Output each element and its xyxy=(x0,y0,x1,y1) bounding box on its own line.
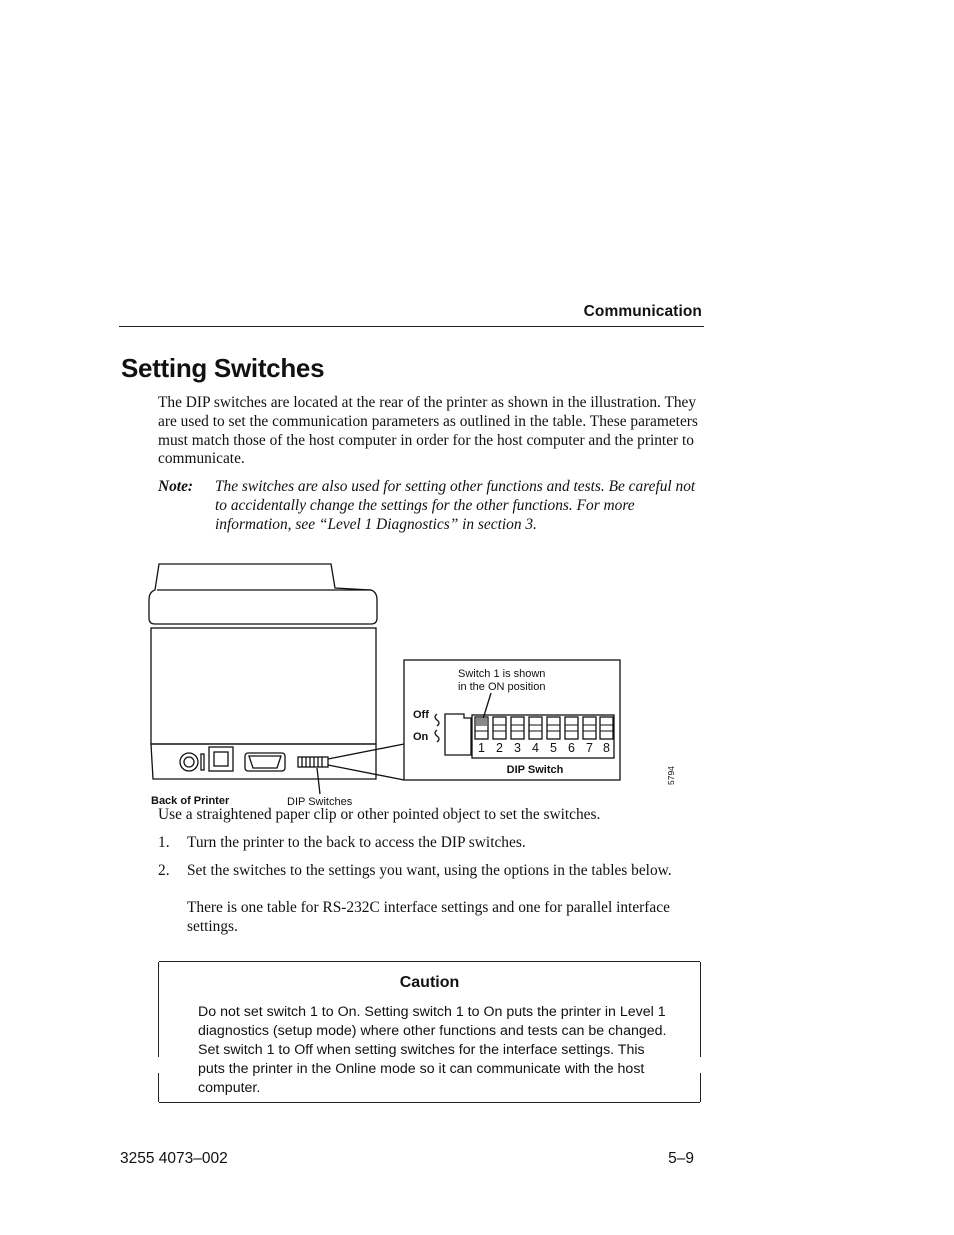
note-text: The switches are also used for setting other functions and tests. Be careful not to accidentally change the settings for the other functions. For more information, see “Level 1 Diagnostics” in section 3. xyxy=(215,478,696,533)
off-label: Off xyxy=(413,709,429,721)
figure-illustration xyxy=(145,556,685,812)
printer-body xyxy=(151,628,376,744)
switch-number: 6 xyxy=(568,741,575,755)
caution-text: Do not set switch 1 to On. Setting switch 1 to On puts the printer in Level 1 diagnostics (setup mode) where other functions and tests can be changed. Set switch 1 to Off when setting switches for the interface settings. This puts the printer in the Online mode so it can communicate with the host computer. xyxy=(198,1004,667,1096)
back-of-printer-label: Back of Printer xyxy=(151,795,230,807)
step-subtext: There is one table for RS-232C interface settings and one for parallel interface settings. xyxy=(187,899,670,935)
page-title: Setting Switches xyxy=(121,353,325,383)
printer-base xyxy=(151,744,376,779)
dip-switch-label: DIP Switch xyxy=(506,764,564,776)
callout-line-1: Switch 1 is shown xyxy=(458,668,546,680)
note-label: Note: xyxy=(158,478,194,495)
footer-doc-number: 3255 4073–002 xyxy=(120,1150,228,1167)
dip-switches-label: DIP Switches xyxy=(287,796,353,808)
switch-slots xyxy=(475,717,613,739)
footer-page-number: 5–9 xyxy=(668,1150,694,1167)
modular-jack xyxy=(209,747,233,771)
step-text: Set the switches to the settings you want, using the options in the tables below. xyxy=(187,862,672,879)
switch-number: 7 xyxy=(586,741,593,755)
switch-number: 3 xyxy=(514,741,521,755)
printer-top-cover xyxy=(149,564,377,624)
caution-box xyxy=(159,961,700,1103)
paperclip-instruction: Use a straightened paper clip or other pointed object to set the switches. xyxy=(158,806,601,823)
intro-paragraph: The DIP switches are located at the rear of the printer as shown in the illustration. They are used to set the communication parameters as outlined in the table. These parameters must match those of the host computer in order for the host computer and the printer to communicate. xyxy=(158,394,698,468)
serial-connector xyxy=(249,756,281,768)
caution-border-right-top xyxy=(700,962,701,1057)
caution-border-left-bottom xyxy=(158,1073,159,1102)
step-text: Turn the printer to the back to access the DIP switches. xyxy=(187,834,526,851)
running-head: Communication xyxy=(583,303,702,320)
header-rule xyxy=(119,326,704,327)
switch-number: 5 xyxy=(550,741,557,755)
dip-switch-figure xyxy=(145,556,685,812)
switch-number: 4 xyxy=(532,741,539,755)
figure-number: 5794 xyxy=(666,766,676,785)
step-number: 1. xyxy=(158,834,170,851)
caution-title: Caution xyxy=(399,974,460,991)
switch-number: 2 xyxy=(496,741,503,755)
callout-line-2: in the ON position xyxy=(458,681,546,693)
on-label: On xyxy=(413,731,429,743)
switch-number: 8 xyxy=(603,741,610,755)
switch-number: 1 xyxy=(478,741,485,755)
power-jack xyxy=(180,753,198,771)
step-number: 2. xyxy=(158,862,170,879)
switch-1-knob xyxy=(476,718,487,726)
caution-border-right-bottom xyxy=(700,1073,701,1102)
